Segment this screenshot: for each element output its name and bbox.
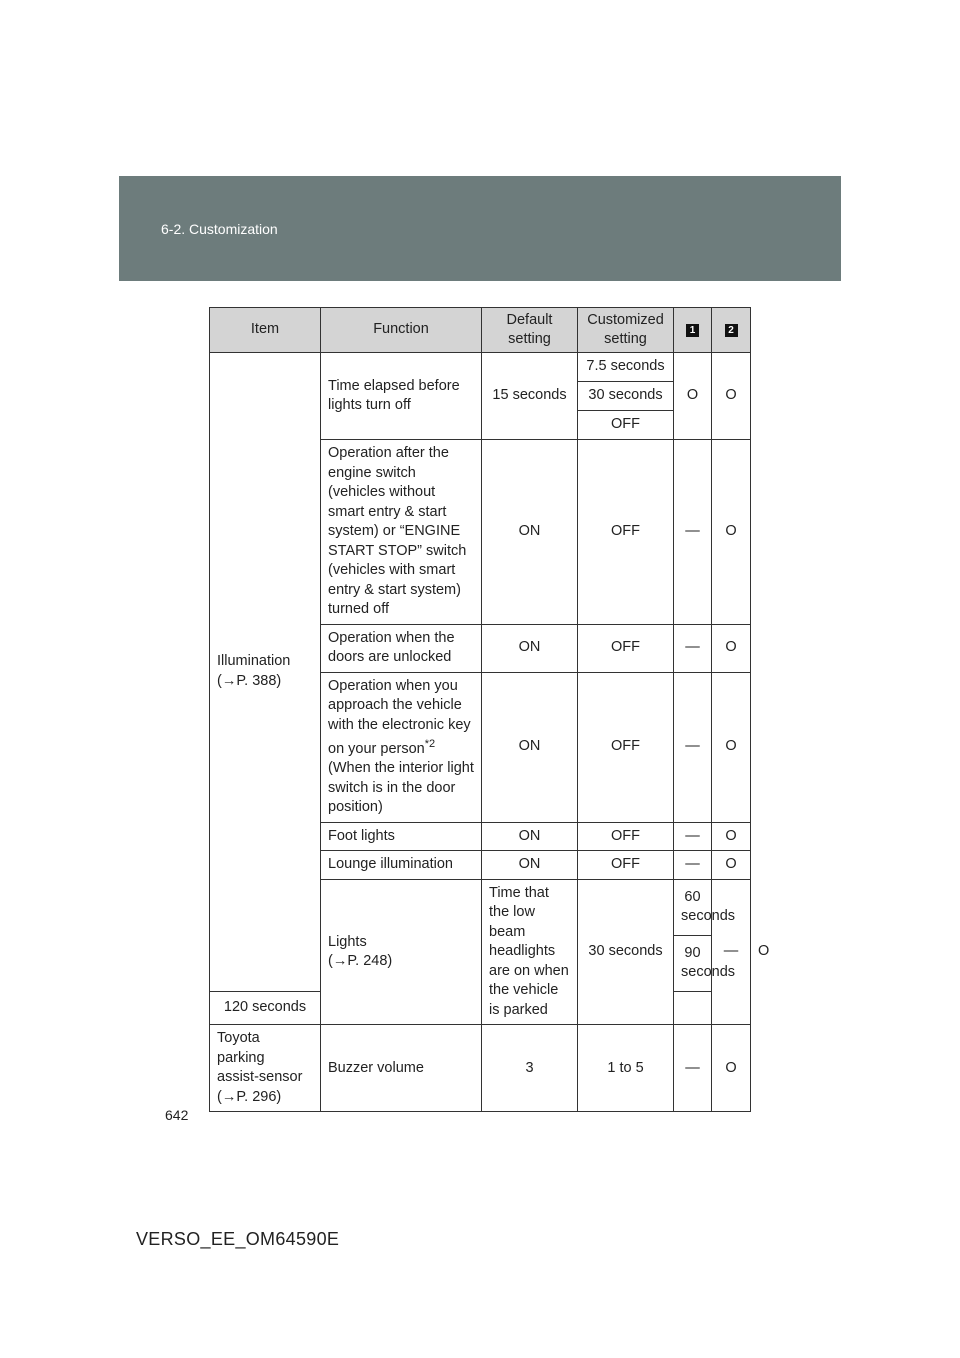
function-cell xyxy=(321,672,482,822)
function-cell: Operation when the doors are unlocked xyxy=(321,624,482,672)
method-1-cell: — xyxy=(674,822,712,851)
function-cell: Time that the low beam headlights are on when the vehicle is parked xyxy=(482,879,578,1025)
section-header-bar xyxy=(119,176,841,281)
section-title: 6-2. Customization xyxy=(161,221,278,237)
page-number: 642 xyxy=(165,1107,189,1123)
function-note-text: (When the interior light switch is in the door position) xyxy=(328,760,474,816)
method-2-cell: O xyxy=(712,353,751,440)
header-default-setting: Default setting xyxy=(482,308,578,353)
method-1-cell: — xyxy=(674,1025,712,1112)
default-cell: ON xyxy=(482,822,578,851)
footnote-mark: *2 xyxy=(424,738,436,750)
item-parking-assist: Toyota parking assist-sensor (→P. 296) xyxy=(210,1025,321,1112)
header-method-1 xyxy=(674,308,712,353)
header-function: Function xyxy=(321,308,482,353)
table-row xyxy=(210,353,751,382)
item-illumination: Illumination (→P. 388) xyxy=(210,353,321,992)
option-cell: 7.5 seconds xyxy=(578,353,674,382)
default-cell: ON xyxy=(482,672,578,822)
header-customized-setting: Customized setting xyxy=(578,308,674,353)
function-text: Operation when you approach the vehicle with the electronic key on your person xyxy=(328,677,471,757)
method-1-cell: — xyxy=(674,851,712,880)
method-2-cell: O xyxy=(712,1025,751,1112)
method-1-cell: O xyxy=(674,353,712,440)
customization-table xyxy=(209,307,770,1112)
default-cell: 3 xyxy=(482,1025,578,1112)
method-1-cell: — xyxy=(674,440,712,625)
option-cell: 30 seconds xyxy=(578,382,674,411)
option-cell: 60 seconds xyxy=(674,879,712,935)
method-2-cell: O xyxy=(712,624,751,672)
default-cell: ON xyxy=(482,440,578,625)
method-2-badge: 2 xyxy=(725,324,738,337)
function-cell: Lounge illumination xyxy=(321,851,482,880)
option-cell: 90 seconds xyxy=(674,935,712,991)
custom-cell: 1 to 5 xyxy=(578,1025,674,1112)
default-cell: 15 seconds xyxy=(482,353,578,440)
table-header-row xyxy=(210,308,751,353)
custom-cell: OFF xyxy=(578,672,674,822)
header-item: Item xyxy=(210,308,321,353)
method-2-cell: O xyxy=(712,672,751,822)
default-cell: ON xyxy=(482,624,578,672)
method-1-cell: — xyxy=(712,879,751,1025)
function-cell: Buzzer volume xyxy=(321,1025,482,1112)
default-cell: ON xyxy=(482,851,578,880)
item-lights: Lights (→P. 248) xyxy=(321,879,482,1025)
header-method-2 xyxy=(712,308,751,353)
method-2-cell: O xyxy=(712,851,751,880)
method-1-badge: 1 xyxy=(686,324,699,337)
custom-cell: OFF xyxy=(578,440,674,625)
custom-cell: OFF xyxy=(578,822,674,851)
custom-cell: OFF xyxy=(578,851,674,880)
custom-cell: OFF xyxy=(578,624,674,672)
function-cell: Foot lights xyxy=(321,822,482,851)
method-2-cell: O xyxy=(712,440,751,625)
table-row: Lights (→P. 248) Time that the low beam headlights are on when the vehicle is parked 30 seconds 60 seconds — O xyxy=(210,879,751,935)
function-cell: Operation after the engine switch (vehicles without smart entry & start system) or “ENGINE START STOP” switch (vehicles with smart entry & start system) turned off xyxy=(321,440,482,625)
table-row xyxy=(210,1025,751,1112)
method-2-cell: O xyxy=(712,822,751,851)
option-cell: 120 seconds xyxy=(210,991,321,1025)
method-1-cell: — xyxy=(674,624,712,672)
default-cell: 30 seconds xyxy=(578,879,674,1025)
document-id: VERSO_EE_OM64590E xyxy=(136,1229,340,1249)
function-cell: Time elapsed before lights turn off xyxy=(321,353,482,440)
method-1-cell: — xyxy=(674,672,712,822)
option-cell: OFF xyxy=(578,411,674,440)
